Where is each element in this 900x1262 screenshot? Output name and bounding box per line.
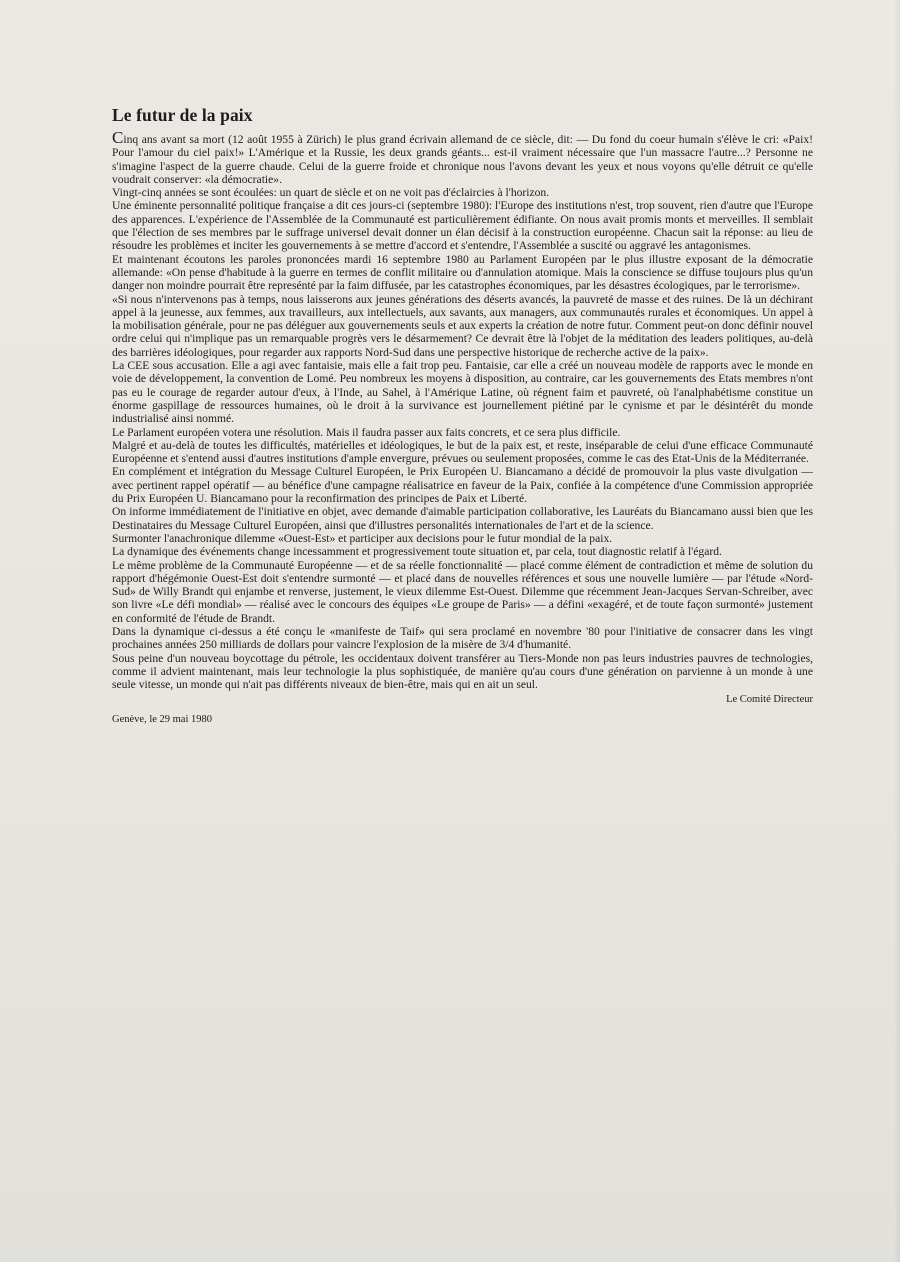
paragraph-13: Le même problème de la Communauté Européenne — et de sa réelle fonctionnalité — placé comme élément de contradiction et même de solution du rapport d'hégémonie Ouest-Est doit s'entendre surmonté — et placé dans de nouvelles références et sous une nouvelle lumière — par l'étude «Nord-Sud» de Willy Brandt qui enjambe et renverse, justement, le vieux dilemme Est-Ouest. Dilemme que récemment Jean-Jacques Servan-Schreiber, avec son livre «Le défi mondial» — réalisé avec le concours des équipes «Le groupe de Paris» — a défini «exagéré, et de toute façon surmonté» justement en conformité de l'étude de Brandt.	[112, 558, 813, 625]
signature: Le Comité Directeur	[726, 694, 813, 706]
paragraph-4: Et maintenant écoutons les paroles prononcées mardi 16 septembre 1980 au Parlament Européen par le plus illustre exposant de la démocratie allemande: «On pense d'habitude à la guerre en termes de conflit militaire ou d'annulation atomique. Mais la conscience se diffuse toujours plus qu'un danger non moindre pourrait être represénté par la faim diffusée, par les catastrophes économiques, par les désastres écologiques, par le terrorisme».	[112, 252, 813, 293]
paragraph-1	[112, 128, 813, 186]
paragraph-11: Surmonter l'anachronique dilemme «Ouest-Est» et participer aux decisions pour le futur mondial de la paix.	[112, 531, 613, 545]
paragraph-15: Sous peine d'un nouveau boycottage du pétrole, les occidentaux doivent transférer au Tiers-Monde non pas leurs industries pauvres de technologies, comme il advient maintenant, mais leur technologie la plus sophistiquée, de manière qu'au cours d'une génération on parvienne à un monde à une seule vitesse, un monde qui n'ait pas différents niveaux de bien-être, mais qui en ait un seul.	[112, 651, 813, 692]
dateline: Genève, le 29 mai 1980	[112, 714, 213, 726]
paragraph-10: On informe immédiatement de l'initiative en objet, avec demande d'aimable participation collaborative, les Lauréats du Biancamano aussi bien que les Destinataires du Message Culturel Européen, ainsi que d'illustres personalités internationales de l'art et de la science.	[112, 505, 813, 532]
paragraph-2: Vingt-cinq années se sont écoulées: un quart de siècle et on ne voit pas d'éclaircies à l'horizon.	[112, 186, 550, 200]
paragraph-14: Dans la dynamique ci-dessus a été conçu le «manifeste de Taif» qui sera proclamé en novembre '80 pour l'initiative de consacrer dans les vingt prochaines années 250 milliards de dollars pour vaincre l'explosion de la misère de 3/4 d'humanité.	[112, 624, 813, 652]
sheet-edge-shadow	[894, 0, 900, 1262]
paragraph-1-text: inq ans avant sa mort (12 août 1955 à Zürich) le plus grand écrivain allemand de ce siècle, dit: — Du fond du coeur humain s'élève le cri: «Paix! Pour l'amour du ciel paix!» L'Amérique et la Russie, les deux grands géants... est-il vraiment nécessaire que l'un massacre l'autre...? Personne ne s'imagine l'aspect de la guerre chaude. Celui de la guerre froide et chronique nous l'avons devant les yeux et nous voyons qu'elle détruit ce qu'elle voudrait conserver: «la démocratie».	[112, 133, 813, 186]
paragraph-12: La dynamique des événements change incessamment et progressivement toute situation et, par cela, tout diagnostic relatif à l'égard.	[112, 545, 722, 559]
paragraph-9: En complément et intégration du Message Culturel Européen, le Prix Européen U. Biancamano a décidé de promouvoir la plus vaste divulgation — avec pertinent rappel opératif — au bénéfice d'une campagne réalisatrice en faveur de la Paix, confiée à la compétence d'une Commission appropriée du Prix Européen U. Biancamano pour la reconfirmation des principes de Paix et Liberté.	[112, 465, 813, 506]
document-body	[112, 128, 813, 692]
paragraph-7: Le Parlament européen votera une résolution. Mais il faudra passer aux faits concrets, et ce sera plus difficile.	[112, 425, 621, 439]
paragraph-5: «Si nous n'intervenons pas à temps, nous laisserons aux jeunes générations des déserts avancés, la pauvreté de masse et des ruines. De là un déchirant appel à la jeunesse, aux femmes, aux travailleurs, aux intellectuels, aux savants, aux managers, aux communautés rurales et économiques. Un appel à la mobilisation générale, pour ne pas déléguer aux gouvernements seuls et aux experts la création de notre futur. Comment peut-on donc définir nouvel ordre celui qui n'implique pas un remarquable progrès vers le désarmement? Ce devrait être là l'objet de la méditation des leaders politiques, au-delà des barrières idéologiques, pour regarder aux rapports Nord-Sud dans une perspective historique de recherche active de la paix».	[112, 292, 813, 359]
document-title: Le futur de la paix	[112, 105, 253, 125]
document-content	[112, 104, 813, 726]
initial-letter: C	[112, 128, 124, 147]
paragraph-3: Une éminente personnalité politique française a dit ces jours-ci (septembre 1980): l'Europe des institutions n'est, trop souvent, rien d'autre que l'Europe des apparences. L'expérience de l'Assemblée de la Communauté est particulièrement édifiante. On nous avait promis monts et merveilles. Il semblait que l'élection de ses membres par le suffrage universel devait donner un élan décisif à la construction européenne. Chacun sait la réponse: au lieu de résoudre les problèmes et inciter les gouvernements à se mettre d'accord et s'entendre, l'Assemblée a suscité ou aggravé les antagonismes.	[112, 199, 813, 253]
paragraph-6: La CEE sous accusation. Elle a agi avec fantaisie, mais elle a fait trop peu. Fantaisie, car elle a créé un nouveau modèle de rapports avec le monde en voie de développement, la convention de Lomé. Peu nombreux les moyens à disposition, au contraire, car les gouvernements des Etats membres n'ont pas eu le courage de regarder autour d'eux, à l'Inde, au Sahel, à l'Amérique Latine, où régnent faim et pauvreté, où l'analphabétisme constitue un énorme gaspillage de ressources humaines, où le droit à la survivance est journellement piétiné par le cynisme et par le désintérêt du monde industrialisé ainsi nommé.	[112, 359, 813, 426]
paragraph-8: Malgré et au-delà de toutes les difficultés, matérielles et idéologiques, le but de la paix est, et reste, inséparable de celui d'une efficace Communauté Européenne et s'entend aussi d'autres institutions d'ample envergure, prévues ou seulement proposées, comme le cas des Etat-Unis de la Méditerranée.	[112, 438, 813, 466]
